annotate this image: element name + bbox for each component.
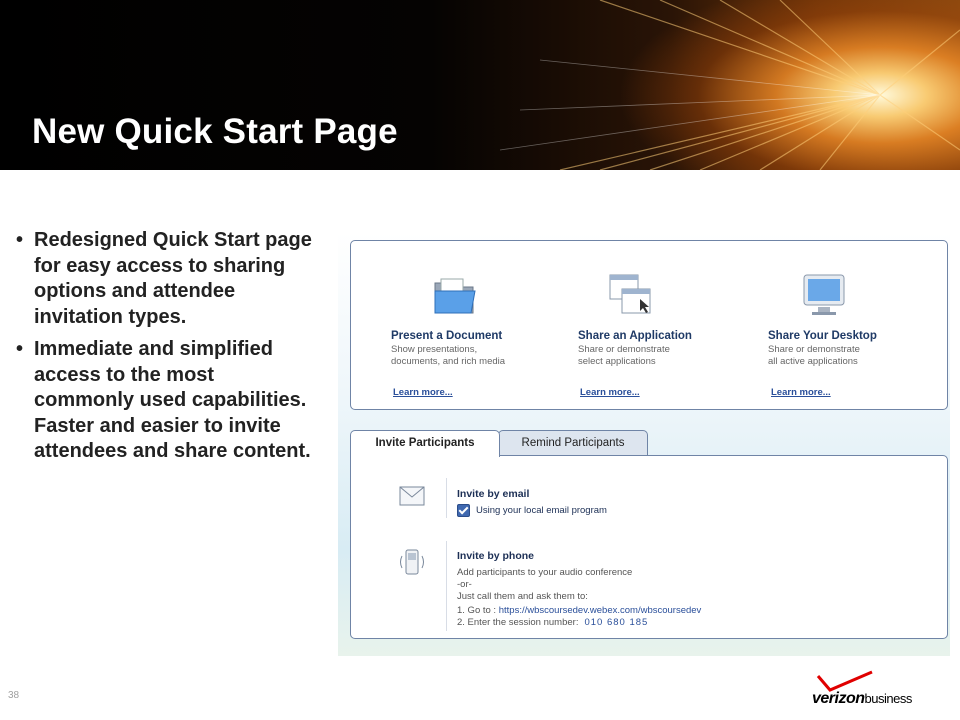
bullet-dot: • bbox=[16, 338, 24, 360]
option-desc-line: Share or demonstrate bbox=[578, 344, 670, 355]
verizon-business-logo bbox=[812, 670, 930, 712]
phone-instruction-line: Just call them and ask them to: bbox=[457, 591, 588, 602]
slide-number: 38 bbox=[8, 690, 20, 701]
email-program-option[interactable] bbox=[457, 504, 607, 517]
folder-icon bbox=[431, 271, 479, 319]
share-application-option[interactable] bbox=[578, 271, 748, 368]
monitor-icon bbox=[800, 271, 848, 319]
bullet-list bbox=[14, 228, 314, 472]
learn-more-link[interactable]: Learn more... bbox=[393, 387, 453, 398]
step-1-label: 1. Go to : bbox=[457, 605, 497, 616]
invite-email-title: Invite by email bbox=[457, 488, 530, 500]
bullet-item bbox=[14, 228, 314, 330]
learn-more-link[interactable]: Learn more... bbox=[580, 387, 640, 398]
bullet-item bbox=[14, 337, 314, 465]
phone-step-1 bbox=[457, 605, 701, 617]
tab-remind-participants[interactable]: Remind Participants bbox=[498, 430, 648, 456]
phone-instruction-line: -or- bbox=[457, 579, 472, 590]
invite-phone-title: Invite by phone bbox=[457, 550, 535, 562]
email-program-label: Using your local email program bbox=[476, 505, 607, 517]
option-title: Share Your Desktop bbox=[768, 330, 877, 342]
bullet-text: Immediate and simplified access to the most commonly used capabilities. Faster and easier to invite attendees and share content. bbox=[34, 338, 311, 462]
option-desc-line: Share or demonstrate bbox=[768, 344, 860, 355]
share-options-panel bbox=[350, 240, 948, 410]
step-2-label: 2. Enter the session number: bbox=[457, 617, 579, 628]
session-url-link[interactable]: https://wbscoursedev.webex.com/wbscoursedev bbox=[498, 605, 702, 616]
row-divider bbox=[446, 541, 447, 631]
logo-primary-text: verizon bbox=[812, 690, 865, 707]
invite-panel bbox=[350, 455, 948, 639]
option-desc-line: Show presentations, bbox=[391, 344, 478, 355]
application-windows-icon bbox=[606, 271, 654, 319]
header-banner bbox=[0, 0, 960, 170]
invite-email-row[interactable] bbox=[351, 478, 947, 518]
option-title: Share an Application bbox=[578, 330, 692, 342]
email-program-checkbox[interactable] bbox=[457, 504, 470, 517]
option-desc-line: all active applications bbox=[768, 356, 858, 367]
page-title: New Quick Start Page bbox=[32, 112, 398, 151]
phone-instruction-line: Add participants to your audio conference bbox=[457, 567, 633, 578]
share-desktop-option[interactable] bbox=[768, 271, 938, 368]
row-divider bbox=[446, 478, 447, 518]
bullet-text: Redesigned Quick Start page for easy access to sharing options and attendee invitation types. bbox=[34, 229, 312, 328]
logo-secondary-text: business bbox=[864, 691, 912, 706]
option-desc-line: select applications bbox=[578, 356, 656, 367]
tab-invite-participants[interactable]: Invite Participants bbox=[350, 430, 500, 457]
phone-step-2 bbox=[457, 617, 648, 629]
bullet-dot: • bbox=[16, 229, 24, 251]
option-desc-line: documents, and rich media bbox=[391, 356, 506, 367]
logo-wordmark bbox=[812, 690, 912, 708]
envelope-icon bbox=[399, 486, 425, 506]
invite-phone-row bbox=[351, 541, 947, 631]
present-document-option[interactable] bbox=[391, 271, 561, 368]
session-number: 010 680 185 bbox=[584, 617, 649, 628]
learn-more-link[interactable]: Learn more... bbox=[771, 387, 831, 398]
phone-icon bbox=[397, 547, 427, 577]
option-title: Present a Document bbox=[391, 330, 503, 342]
